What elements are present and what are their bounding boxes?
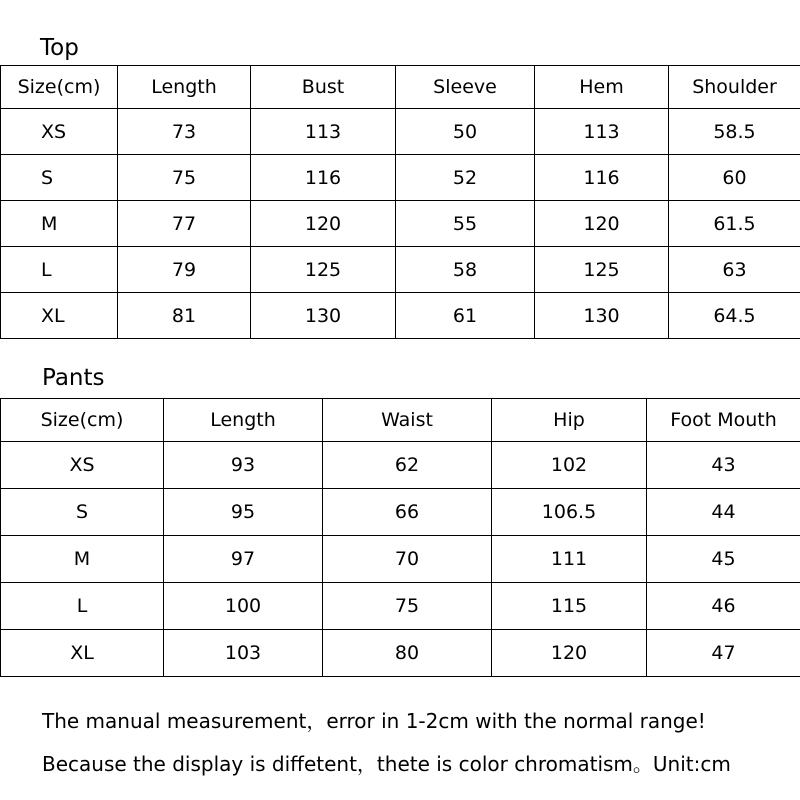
value-cell: 50 — [396, 109, 535, 155]
value-cell: 116 — [251, 155, 396, 201]
value-cell: 77 — [118, 201, 251, 247]
value-cell: 62 — [323, 442, 492, 489]
size-cell: M — [1, 536, 164, 583]
value-cell: 125 — [251, 247, 396, 293]
size-cell: XS — [1, 442, 164, 489]
size-cell: XL — [1, 630, 164, 677]
value-cell: 80 — [323, 630, 492, 677]
value-cell: 97 — [164, 536, 323, 583]
value-cell: 113 — [251, 109, 396, 155]
value-cell: 46 — [647, 583, 800, 630]
column-header: Size(cm) — [1, 399, 164, 442]
column-header: Sleeve — [396, 66, 535, 109]
size-cell: L — [1, 247, 118, 293]
value-cell: 120 — [535, 201, 669, 247]
pants-size-table — [0, 398, 800, 677]
value-cell: 45 — [647, 536, 800, 583]
column-header: Bust — [251, 66, 396, 109]
value-cell: 75 — [118, 155, 251, 201]
value-cell: 44 — [647, 489, 800, 536]
value-cell: 58 — [396, 247, 535, 293]
value-cell: 116 — [535, 155, 669, 201]
value-cell: 125 — [535, 247, 669, 293]
value-cell: 113 — [535, 109, 669, 155]
column-header: Length — [164, 399, 323, 442]
color-note: Because the display is diffetent，thete is color chromatism。Unit:cm — [42, 752, 731, 776]
size-cell: M — [1, 201, 118, 247]
table-row — [1, 247, 800, 293]
table-row — [1, 583, 800, 630]
measurement-note: The manual measurement，error in 1-2cm with the normal range! — [42, 709, 706, 733]
value-cell: 120 — [492, 630, 647, 677]
column-header: Hip — [492, 399, 647, 442]
value-cell: 73 — [118, 109, 251, 155]
top-size-table — [0, 65, 800, 339]
size-cell: XS — [1, 109, 118, 155]
value-cell: 75 — [323, 583, 492, 630]
value-cell: 43 — [647, 442, 800, 489]
table-header-row — [1, 66, 800, 109]
value-cell: 55 — [396, 201, 535, 247]
column-header: Foot Mouth — [647, 399, 800, 442]
size-cell: XL — [1, 293, 118, 339]
value-cell: 66 — [323, 489, 492, 536]
column-header: Size(cm) — [1, 66, 118, 109]
value-cell: 102 — [492, 442, 647, 489]
value-cell: 93 — [164, 442, 323, 489]
value-cell: 64.5 — [669, 293, 800, 339]
value-cell: 130 — [535, 293, 669, 339]
top-section-title: Top — [40, 35, 79, 61]
pants-section-title: Pants — [42, 365, 105, 391]
column-header: Waist — [323, 399, 492, 442]
table-row — [1, 489, 800, 536]
table-row — [1, 293, 800, 339]
table-header-row — [1, 399, 800, 442]
value-cell: 60 — [669, 155, 800, 201]
table-row — [1, 109, 800, 155]
table-row — [1, 630, 800, 677]
column-header: Hem — [535, 66, 669, 109]
size-cell: S — [1, 489, 164, 536]
value-cell: 103 — [164, 630, 323, 677]
value-cell: 115 — [492, 583, 647, 630]
table-row — [1, 201, 800, 247]
value-cell: 95 — [164, 489, 323, 536]
table-row — [1, 442, 800, 489]
value-cell: 63 — [669, 247, 800, 293]
value-cell: 120 — [251, 201, 396, 247]
value-cell: 52 — [396, 155, 535, 201]
size-cell: S — [1, 155, 118, 201]
value-cell: 130 — [251, 293, 396, 339]
column-header: Length — [118, 66, 251, 109]
value-cell: 81 — [118, 293, 251, 339]
size-cell: L — [1, 583, 164, 630]
value-cell: 58.5 — [669, 109, 800, 155]
value-cell: 61 — [396, 293, 535, 339]
table-row — [1, 536, 800, 583]
column-header: Shoulder — [669, 66, 800, 109]
value-cell: 47 — [647, 630, 800, 677]
value-cell: 61.5 — [669, 201, 800, 247]
value-cell: 79 — [118, 247, 251, 293]
value-cell: 70 — [323, 536, 492, 583]
table-row — [1, 155, 800, 201]
value-cell: 100 — [164, 583, 323, 630]
value-cell: 111 — [492, 536, 647, 583]
value-cell: 106.5 — [492, 489, 647, 536]
